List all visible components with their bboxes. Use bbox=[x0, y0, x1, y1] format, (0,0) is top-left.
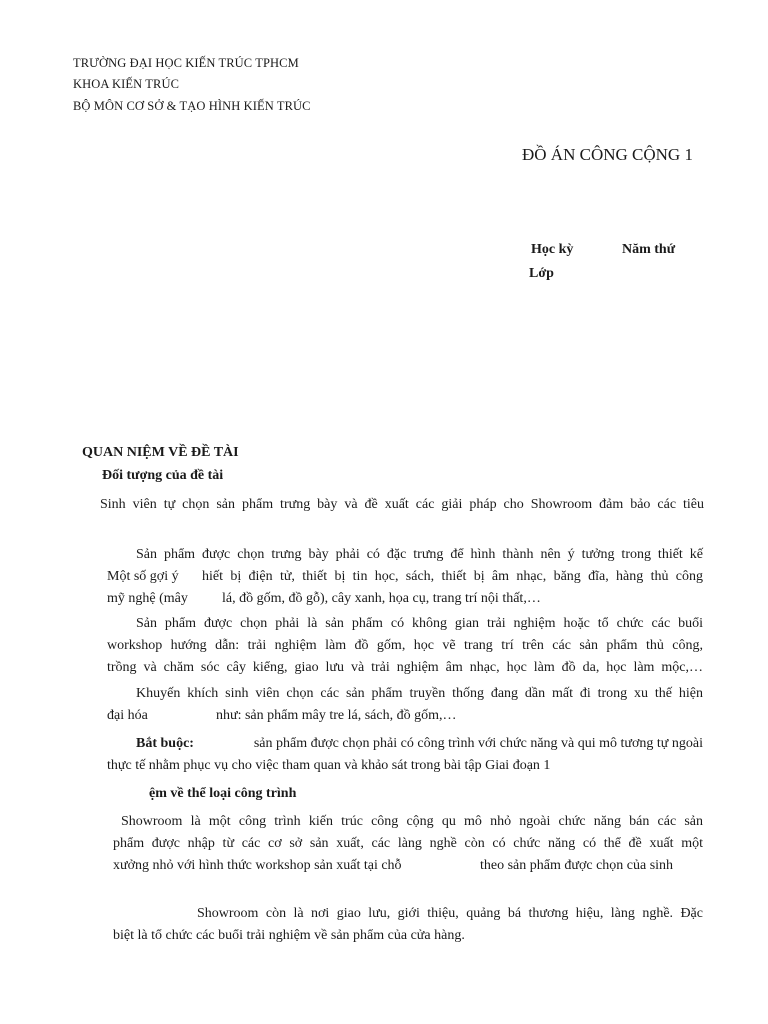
department-name: BỘ MÔN CƠ SỞ & TẠO HÌNH KIẾN TRÚC bbox=[73, 99, 311, 113]
paragraph-line: Khuyến khích sinh viên chọn các sản phẩm truyền thống đang dần mất đi trong xu thế hiện bbox=[136, 686, 703, 701]
subsection-heading: ệm về thể loại công trình bbox=[149, 786, 297, 801]
year-label: Năm thứ bbox=[622, 242, 676, 257]
paragraph-line: xưởng nhỏ với hình thức workshop sản xuất tại chỗ bbox=[113, 858, 402, 873]
paragraph-line: như: sản phẩm mây tre lá, sách, đồ gốm,… bbox=[216, 708, 457, 723]
document-title: ĐỒ ÁN CÔNG CỘNG 1 bbox=[522, 145, 693, 164]
mandatory-paragraph bbox=[136, 736, 703, 752]
paragraph-line: phẩm được nhập từ các cơ sở sản xuất, các làng nghề còn có chức năng có thể đề xuất một bbox=[113, 836, 703, 851]
semester-label: Học kỳ bbox=[531, 242, 574, 257]
paragraph-line: Sản phẩm được chọn trưng bày phải có đặc trưng để hình thành nên ý tưởng trong thiết kế bbox=[136, 547, 703, 562]
paragraph-line: Showroom là một công trình kiến trúc công cộng qu mô nhỏ ngoài chức năng bán các sản bbox=[121, 814, 703, 829]
paragraph-line: đại hóa bbox=[107, 708, 148, 723]
paragraph-line: thực tế nhằm phục vụ cho việc tham quan và khảo sát trong bài tập Giai đoạn 1 bbox=[107, 758, 551, 773]
paragraph-line: Showroom còn là nơi giao lưu, giới thiệu, quảng bá thương hiệu, làng nghề. Đặc bbox=[197, 906, 703, 921]
intro-paragraph: Sinh viên tự chọn sản phẩm trưng bày và đề xuất các giải pháp cho Showroom đảm bảo các tiêu bbox=[100, 497, 704, 512]
paragraph-line: Sản phẩm được chọn phải là sản phẩm có không gian trải nghiệm hoặc tổ chức các buổi bbox=[136, 616, 703, 631]
paragraph-line: hiết bị điện tử, thiết bị tin học, sách, thiết bị âm nhạc, băng đĩa, hàng thủ công bbox=[202, 569, 703, 584]
class-label: Lớp bbox=[529, 266, 554, 281]
mandatory-label: Bắt buộc: bbox=[136, 736, 194, 751]
paragraph-line: lá, đồ gốm, đồ gỗ), cây xanh, họa cụ, trang trí nội thất,… bbox=[222, 591, 541, 606]
section-heading: QUAN NIỆM VỀ ĐỀ TÀI bbox=[82, 445, 239, 460]
paragraph-line: biệt là tổ chức các buổi trải nghiệm về sản phẩm của cửa hàng. bbox=[113, 928, 465, 943]
paragraph-line: Một số gợi ý bbox=[107, 569, 179, 584]
paragraph-line: sản phẩm được chọn phải có công trình với chức năng và qui mô tương tự ngoài bbox=[253, 736, 703, 751]
paragraph-line: workshop hướng dẫn: trải nghiệm làm đồ gốm, học vẽ trang trí trên các sản phẩm thủ công, bbox=[107, 638, 703, 653]
school-name: TRƯỜNG ĐẠI HỌC KIẾN TRÚC TPHCM bbox=[73, 56, 299, 70]
subsection-heading: Đối tượng của đề tài bbox=[102, 468, 224, 483]
faculty-name: KHOA KIẾN TRÚC bbox=[73, 77, 180, 91]
paragraph-line: mỹ nghệ (mây bbox=[107, 591, 188, 606]
paragraph-line: trồng và chăm sóc cây kiểng, giao lưu và trải nghiệm âm nhạc, học làm đồ da, học làm mộc,… bbox=[107, 660, 703, 675]
paragraph-line: theo sản phẩm được chọn của sinh bbox=[480, 858, 674, 873]
